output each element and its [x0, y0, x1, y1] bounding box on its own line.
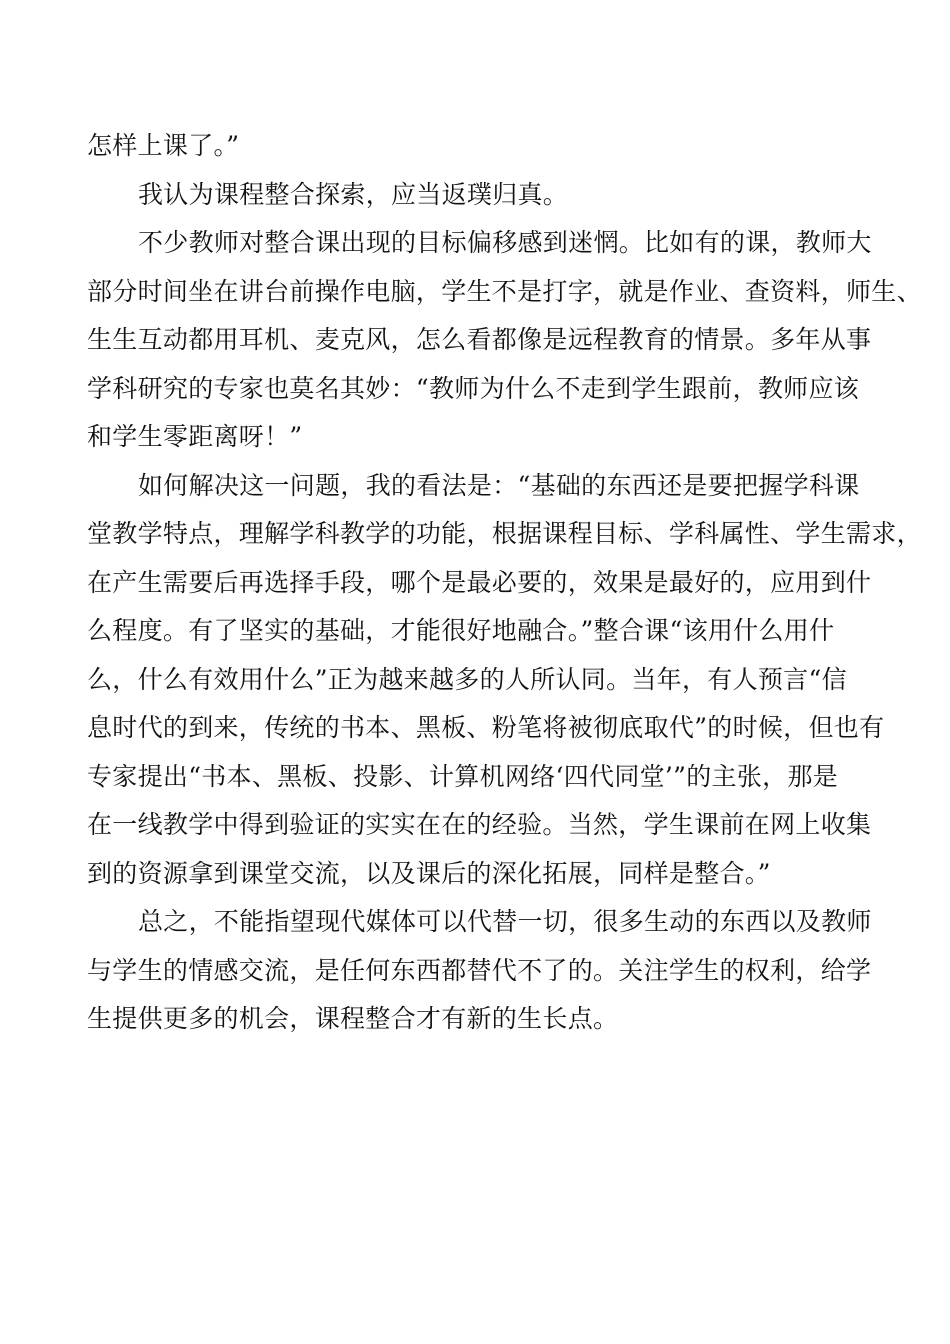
text-line: 堂教学特点，理解学科教学的功能，根据课程目标、学科属性、学生需求， [87, 519, 922, 548]
text-line: 到的资源拿到课堂交流，以及课后的深化拓展，同样是整合。” [87, 858, 771, 888]
text-line: 和学生零距离呀！” [87, 422, 303, 451]
text-line: 么，什么有效用什么”正为越来越多的人所认同。当年，有人预言“信 [87, 664, 847, 694]
text-line: 在产生需要后再选择手段，哪个是最必要的，效果是最好的，应用到什 [87, 567, 872, 597]
paragraph-1 [87, 122, 863, 171]
text-line: 怎样上课了。” [87, 131, 240, 160]
text-line: 息时代的到来，传统的书本、黑板、粉笔将被彻底取代”的时候，但也有 [87, 713, 885, 742]
text-line: 生提供更多的机会，课程整合才有新的生长点。 [87, 1004, 619, 1033]
text-line: 与学生的情感交流，是任何东西都替代不了的。关注学生的权利，给学 [87, 955, 872, 985]
text-line: 在一线教学中得到验证的实实在在的经验。当然，学生课前在网上收集 [87, 810, 872, 839]
paragraph-3 [87, 219, 922, 462]
text-line: 我认为课程整合探索，应当返璞归真。 [138, 179, 569, 209]
text-line: 学科研究的专家也莫名其妙：“教师为什么不走到学生跟前，教师应该 [87, 373, 860, 403]
text-line: 不少教师对整合课出现的目标偏移感到迷惘。比如有的课，教师大 [138, 228, 872, 257]
document-body [87, 122, 922, 1044]
paragraph-2 [87, 171, 863, 220]
text-line: 么程度。有了坚实的基础，才能很好地融合。”整合课“该用什么用什 [87, 616, 835, 645]
text-line: 部分时间坐在讲台前操作电脑，学生不是打字，就是作业、查资料，师生、 [87, 276, 922, 306]
text-line: 生生互动都用耳机、麦克风，怎么看都像是远程教育的情景。多年从事 [87, 325, 872, 354]
paragraph-4 [87, 462, 922, 899]
text-line: 总之，不能指望现代媒体可以代替一切，很多生动的东西以及教师 [138, 907, 872, 936]
text-line: 专家提出“书本、黑板、投影、计算机网络‘四代同堂’”的主张，那是 [87, 761, 839, 791]
text-line: 如何解决这一问题，我的看法是：“基础的东西还是要把握学科课 [138, 470, 860, 500]
paragraph-5 [87, 898, 872, 1044]
